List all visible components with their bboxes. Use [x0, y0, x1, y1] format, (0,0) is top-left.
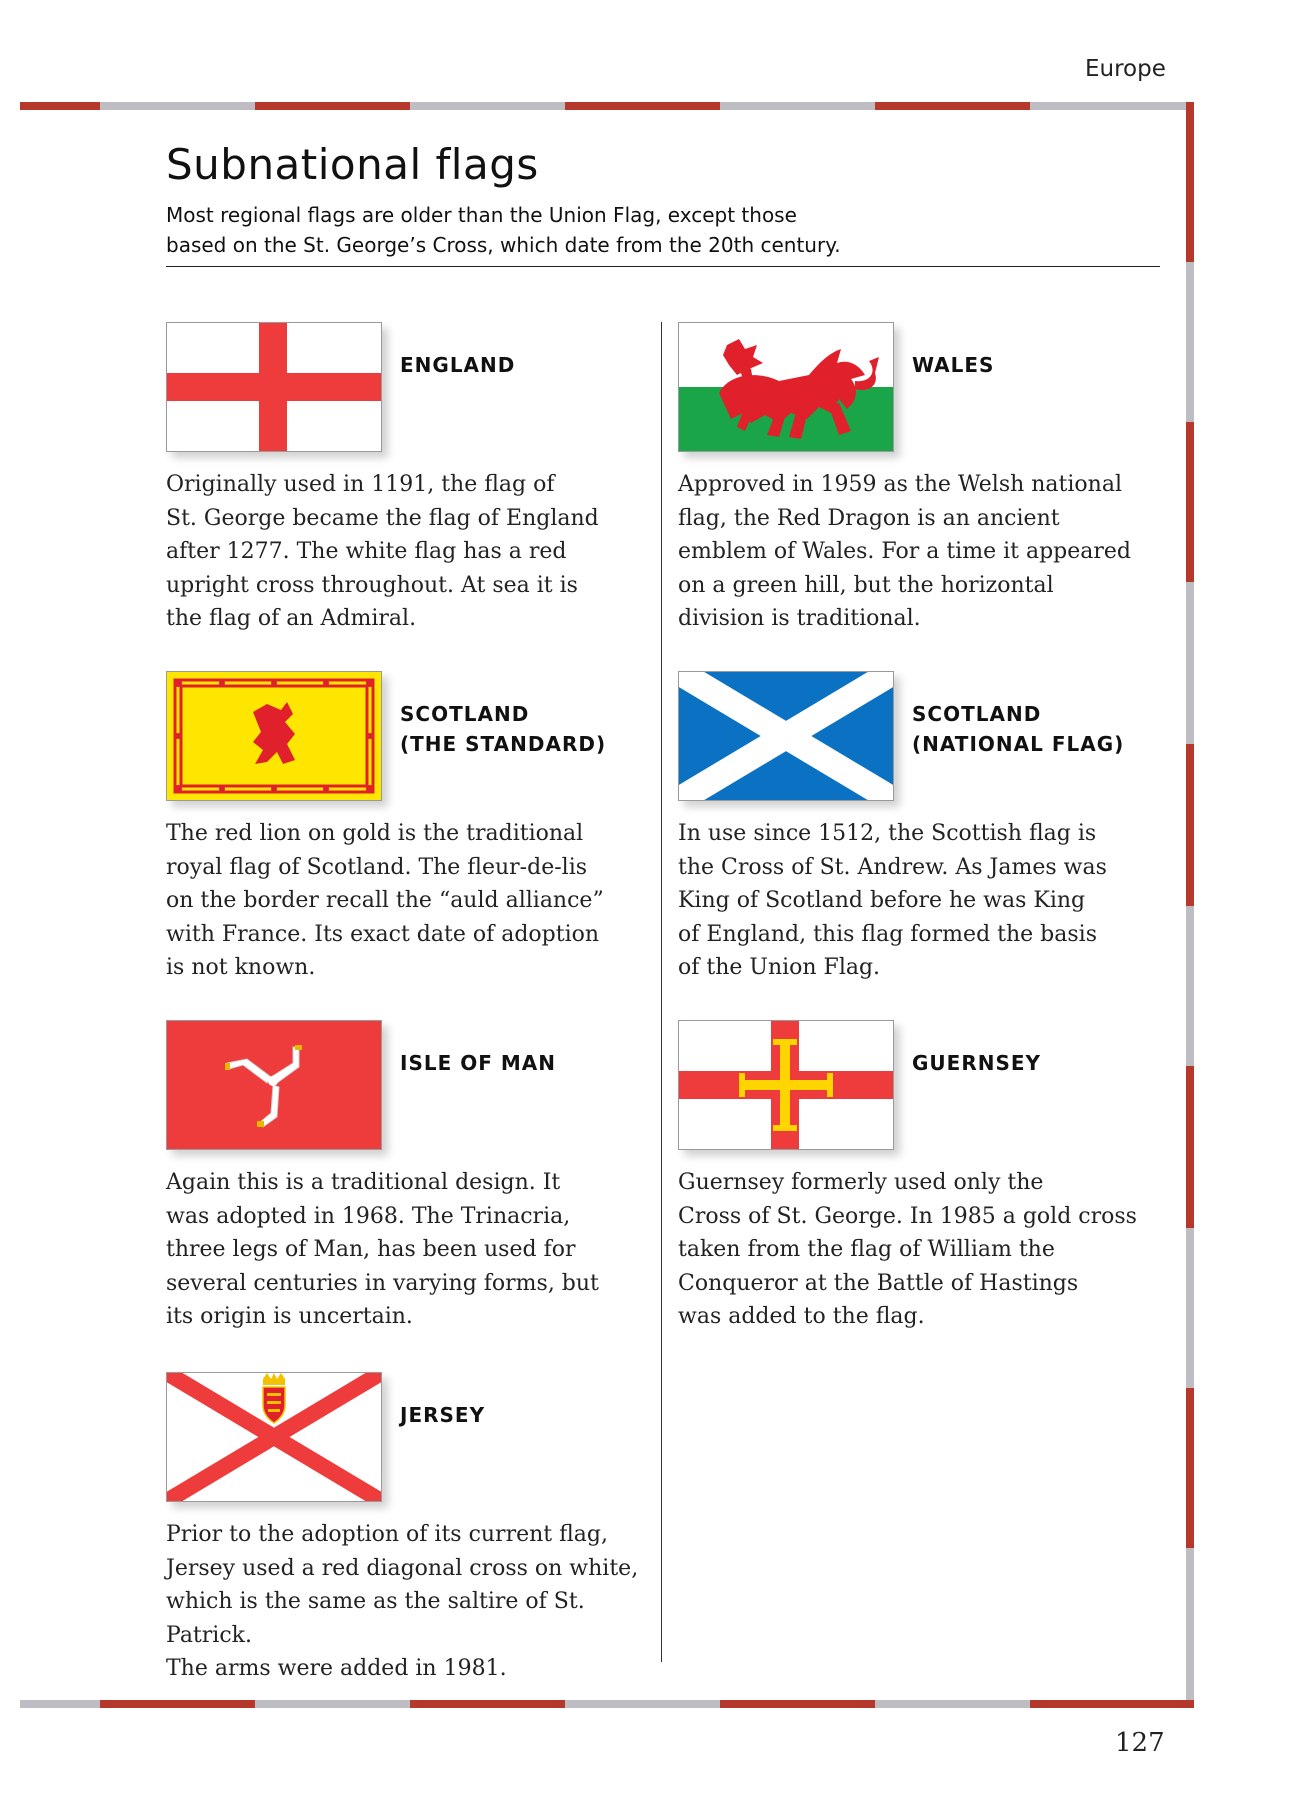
flag-description	[166, 468, 666, 636]
intro-line: Most regional flags are older than the Union Flag, except those	[166, 203, 797, 227]
desc-line: In use since 1512, the Scottish flag is	[678, 821, 1097, 846]
desc-line: is not known.	[166, 955, 316, 980]
flag-name-line: GUERNSEY	[912, 1051, 1042, 1075]
desc-line: emblem of Wales. For a time it appeared	[678, 539, 1131, 564]
flag-name-line: WALES	[912, 353, 995, 377]
flag-name-line: ISLE OF MAN	[400, 1051, 556, 1075]
desc-line: The arms were added in 1981.	[166, 1656, 507, 1681]
flag-name-line: SCOTLAND	[912, 702, 1042, 726]
flag-description	[678, 1166, 1178, 1334]
desc-line: Jersey used a red diagonal cross on white,	[166, 1555, 639, 1581]
flag-name	[912, 1048, 1172, 1078]
flag-name-line: ENGLAND	[400, 353, 516, 377]
flag-name	[400, 1400, 660, 1430]
desc-line: three legs of Man, has been used for	[166, 1237, 576, 1262]
desc-line: St. George became the flag of England	[166, 505, 599, 531]
flag-name-line: (NATIONAL FLAG)	[912, 732, 1125, 756]
flag-name	[400, 699, 660, 759]
desc-line: Cross of St. George. In 1985 a gold cross	[678, 1203, 1137, 1229]
flag-description	[166, 1518, 666, 1686]
wales-flag-icon	[678, 322, 894, 452]
scotland-saltire-flag-icon	[678, 671, 894, 801]
page-number: 127	[1115, 1728, 1165, 1758]
desc-line: royal flag of Scotland. The fleur-de-lis	[166, 854, 588, 880]
desc-line: after 1277. The white flag has a red	[166, 539, 567, 564]
desc-line: was added to the flag.	[678, 1304, 925, 1329]
desc-line: upright cross throughout. At sea it is	[166, 572, 578, 598]
title-rule	[166, 266, 1160, 267]
desc-line: Conqueror at the Battle of Hastings	[678, 1270, 1079, 1296]
flag-name	[400, 350, 660, 380]
desc-line: Again this is a traditional design. It	[166, 1170, 561, 1195]
desc-line: Originally used in 1191, the flag of	[166, 472, 555, 497]
desc-line: Prior to the adoption of its current flag,	[166, 1522, 608, 1547]
isle-of-man-flag-icon	[166, 1020, 382, 1150]
desc-line: division is traditional.	[678, 606, 921, 631]
jersey-flag-icon	[166, 1372, 382, 1502]
intro-line: based on the St. George’s Cross, which date from the 20th century.	[166, 233, 841, 257]
desc-line: flag, the Red Dragon is an ancient	[678, 505, 1060, 531]
desc-line: of England, this flag formed the basis	[678, 921, 1097, 947]
desc-line: Guernsey formerly used only the	[678, 1170, 1044, 1195]
desc-line: the Cross of St. Andrew. As James was	[678, 854, 1107, 880]
desc-line: which is the same as the saltire of St. Patrick.	[166, 1589, 585, 1648]
flag-name	[400, 1048, 660, 1078]
desc-line: with France. Its exact date of adoption	[166, 921, 600, 947]
page-title: Subnational flags	[166, 140, 539, 189]
flag-description	[678, 468, 1178, 636]
desc-line: was adopted in 1968. The Trinacria,	[166, 1203, 571, 1229]
flag-name-line: (THE STANDARD)	[400, 732, 607, 756]
desc-line: several centuries in varying forms, but	[166, 1270, 599, 1296]
desc-line: its origin is uncertain.	[166, 1304, 413, 1329]
desc-line: on a green hill, but the horizontal	[678, 572, 1054, 598]
flag-description	[678, 817, 1178, 985]
desc-line: Approved in 1959 as the Welsh national	[678, 472, 1122, 497]
flag-description	[166, 817, 666, 985]
scotland-standard-flag-icon	[166, 671, 382, 801]
england-flag-icon	[166, 322, 382, 452]
desc-line: The red lion on gold is the traditional	[166, 821, 584, 846]
desc-line: of the Union Flag.	[678, 955, 881, 980]
desc-line: taken from the flag of William the	[678, 1237, 1055, 1262]
flag-name-line: SCOTLAND	[400, 702, 530, 726]
desc-line: the flag of an Admiral.	[166, 606, 417, 631]
guernsey-flag-icon	[678, 1020, 894, 1150]
intro-text	[166, 200, 926, 260]
desc-line: King of Scotland before he was King	[678, 888, 1086, 913]
flag-name-line: JERSEY	[400, 1403, 486, 1427]
flag-description	[166, 1166, 666, 1334]
desc-line: on the border recall the “auld alliance”	[166, 888, 604, 913]
flag-name	[912, 350, 1172, 380]
section-label: Europe	[1085, 56, 1166, 82]
flag-name	[912, 699, 1172, 759]
